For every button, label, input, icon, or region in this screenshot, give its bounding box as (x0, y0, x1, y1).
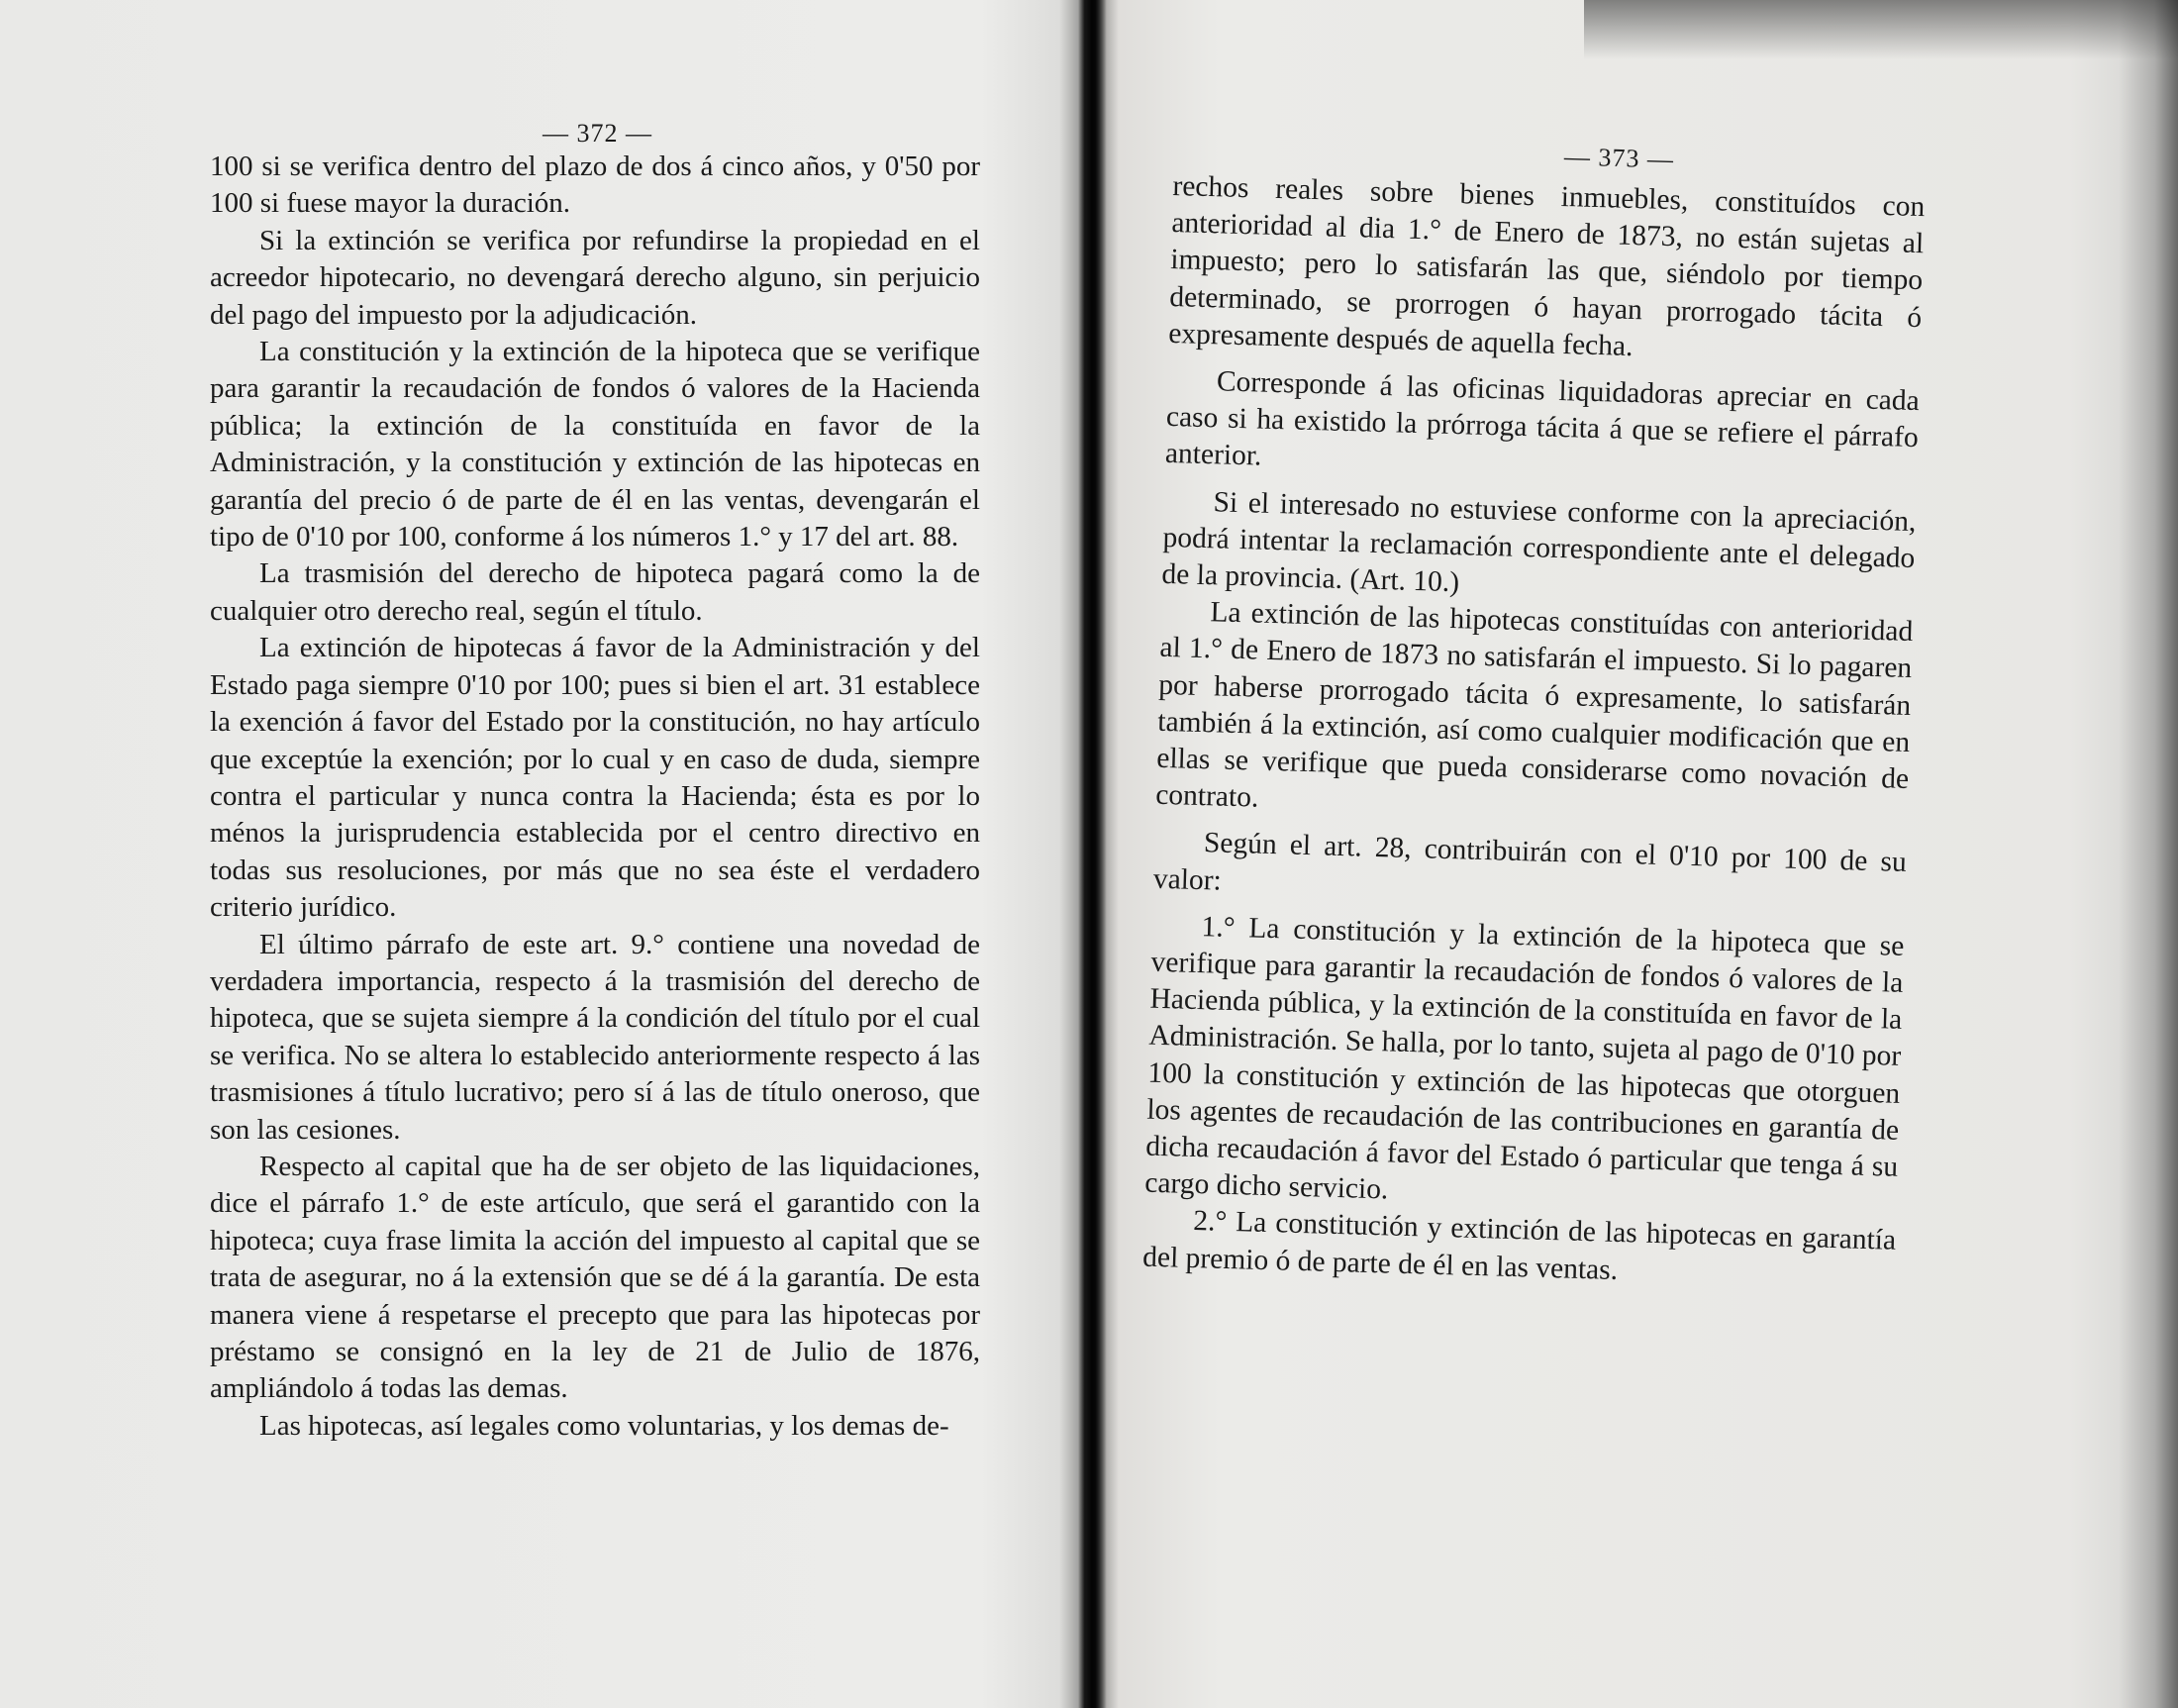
right-paragraph-4: La extinción de las hipotecas constituídas con anterioridad al 1.° de Enero de 1873 no satisfarán el impuesto. Si lo pagaren por haberse prorrogado tácita ó expresamente, lo satisfarán también á la extinción, así como cualquier modificación que en ellas se verifique que pueda considerarse como novación de contrato. (1154, 596, 1914, 814)
left-paragraph-3: La constitución y la extinción de la hipoteca que se verifique para garantir la recaudación de fondos ó valores de la Hacienda pública; la extinción de la constituída en favor de la Administración, y la constitución y extinción de las hipotecas en garantía del precio ó de parte de él en las ventas, devengarán el tipo de 0'10 por 100, conforme á los números 1.° y 17 del art. 88. (210, 336, 980, 553)
left-paragraph-1: 100 si se verifica dentro del plazo de dos á cinco años, y 0'50 por 100 si fuese mayor la duración. (210, 151, 980, 220)
right-paragraph-3: Si el interesado no estuviese conforme con la apreciación, podrá intentar la reclamación correspondiente ante el delegado de la provincia. (Art. 10.) (1161, 485, 1917, 599)
left-paragraph-8: Las hipotecas, así legales como voluntarias, y los demas de- (259, 1409, 949, 1442)
right-paragraph-7: 2.° La constitución y extinción de las hipotecas en garantía del premio ó de parte de él en las ventas. (1141, 1205, 1897, 1286)
left-page-number: — 372 — (543, 119, 652, 148)
right-page-number: — 373 — (1563, 142, 1675, 174)
left-paragraph-6: El último párrafo de este art. 9.° contiene una novedad de verdadera importancia, respecto á la trasmisión del derecho de hipoteca, que se sujeta siempre á la condición del título por el cual se verifica. No se altera lo establecido anteriormente respecto á las trasmisiones á título lucrativo; pero sí á las de título oneroso, que son las cesiones. (210, 928, 980, 1146)
right-paragraph-1: rechos reales sobre bienes inmuebles, constituídos con anterioridad al dia 1.° de Enero de 1873, no están sujetas al impuesto; pero lo satisfarán las que, siéndolo por tiempo determinado, se prorrogen ó hayan prorrogado tácita ó expresamente después de aquella fecha. (1167, 169, 1926, 362)
left-paragraph-5: La extinción de hipotecas á favor de la Administración y del Estado paga siempre 0'10 por 100; pues si bien el art. 31 establece la exención á favor del Estado por la constitución, no hay artículo que exceptúe la exención; por lo cual y en caso de duda, siempre contra el particular y nunca contra la Hacienda; ésta es por lo ménos la jurisprudencia establecida por el centro directivo en todas sus resoluciones, por más que no sea éste el verdadero criterio jurídico. (210, 632, 980, 924)
left-page-text (210, 149, 980, 1445)
right-paragraph-2: Corresponde á las oficinas liquidadoras apreciar en cada caso si ha existido la prórroga tácita á que se refiere el párrafo anterior. (1164, 365, 1921, 473)
right-paragraph-6: 1.° La constitución y la extinción de la hipoteca que se verifique para garantir la recaudación de fondos ó valores de la Hacienda pública, y la extinción de la constituída en favor de la Administración. Se halla, por lo tanto, sujeta al pago de 0'10 por 100 la constitución y extinción de las hipotecas que otorguen los agentes de recaudación de las contribuciones en garantía de dicha recaudación á favor del Estado ó particular que tenga á su cargo dicho servicio. (1143, 910, 1905, 1206)
left-paragraph-2: Si la extinción se verifica por refundirse la propiedad en el acreedor hipotecario, no devengará derecho alguno, sin perjuicio del pago del impuesto por la adjudicación. (210, 224, 980, 331)
right-paragraph-5: Según el art. 28, contribuirán con el 0'10 por 100 de su valor: (1152, 827, 1908, 897)
right-page-text (1142, 168, 1926, 1297)
left-page (0, 0, 1084, 1708)
left-paragraph-4: La trasmisión del derecho de hipoteca pagará como la de cualquier otro derecho real, según el título. (210, 557, 980, 627)
left-paragraph-7: Respecto al capital que ha de ser objeto de las liquidaciones, dice el párrafo 1.° de este artículo, que será el garantido con la hipoteca; cuya frase limita la acción del impuesto al capital que se trata de asegurar, no á la extensión que se dé á la garantía. De esta manera viene á respetarse el precepto que para las hipotecas por préstamo se consignó en la ley de 21 de Julio de 1876, ampliándolo á todas las demas. (210, 1150, 980, 1405)
